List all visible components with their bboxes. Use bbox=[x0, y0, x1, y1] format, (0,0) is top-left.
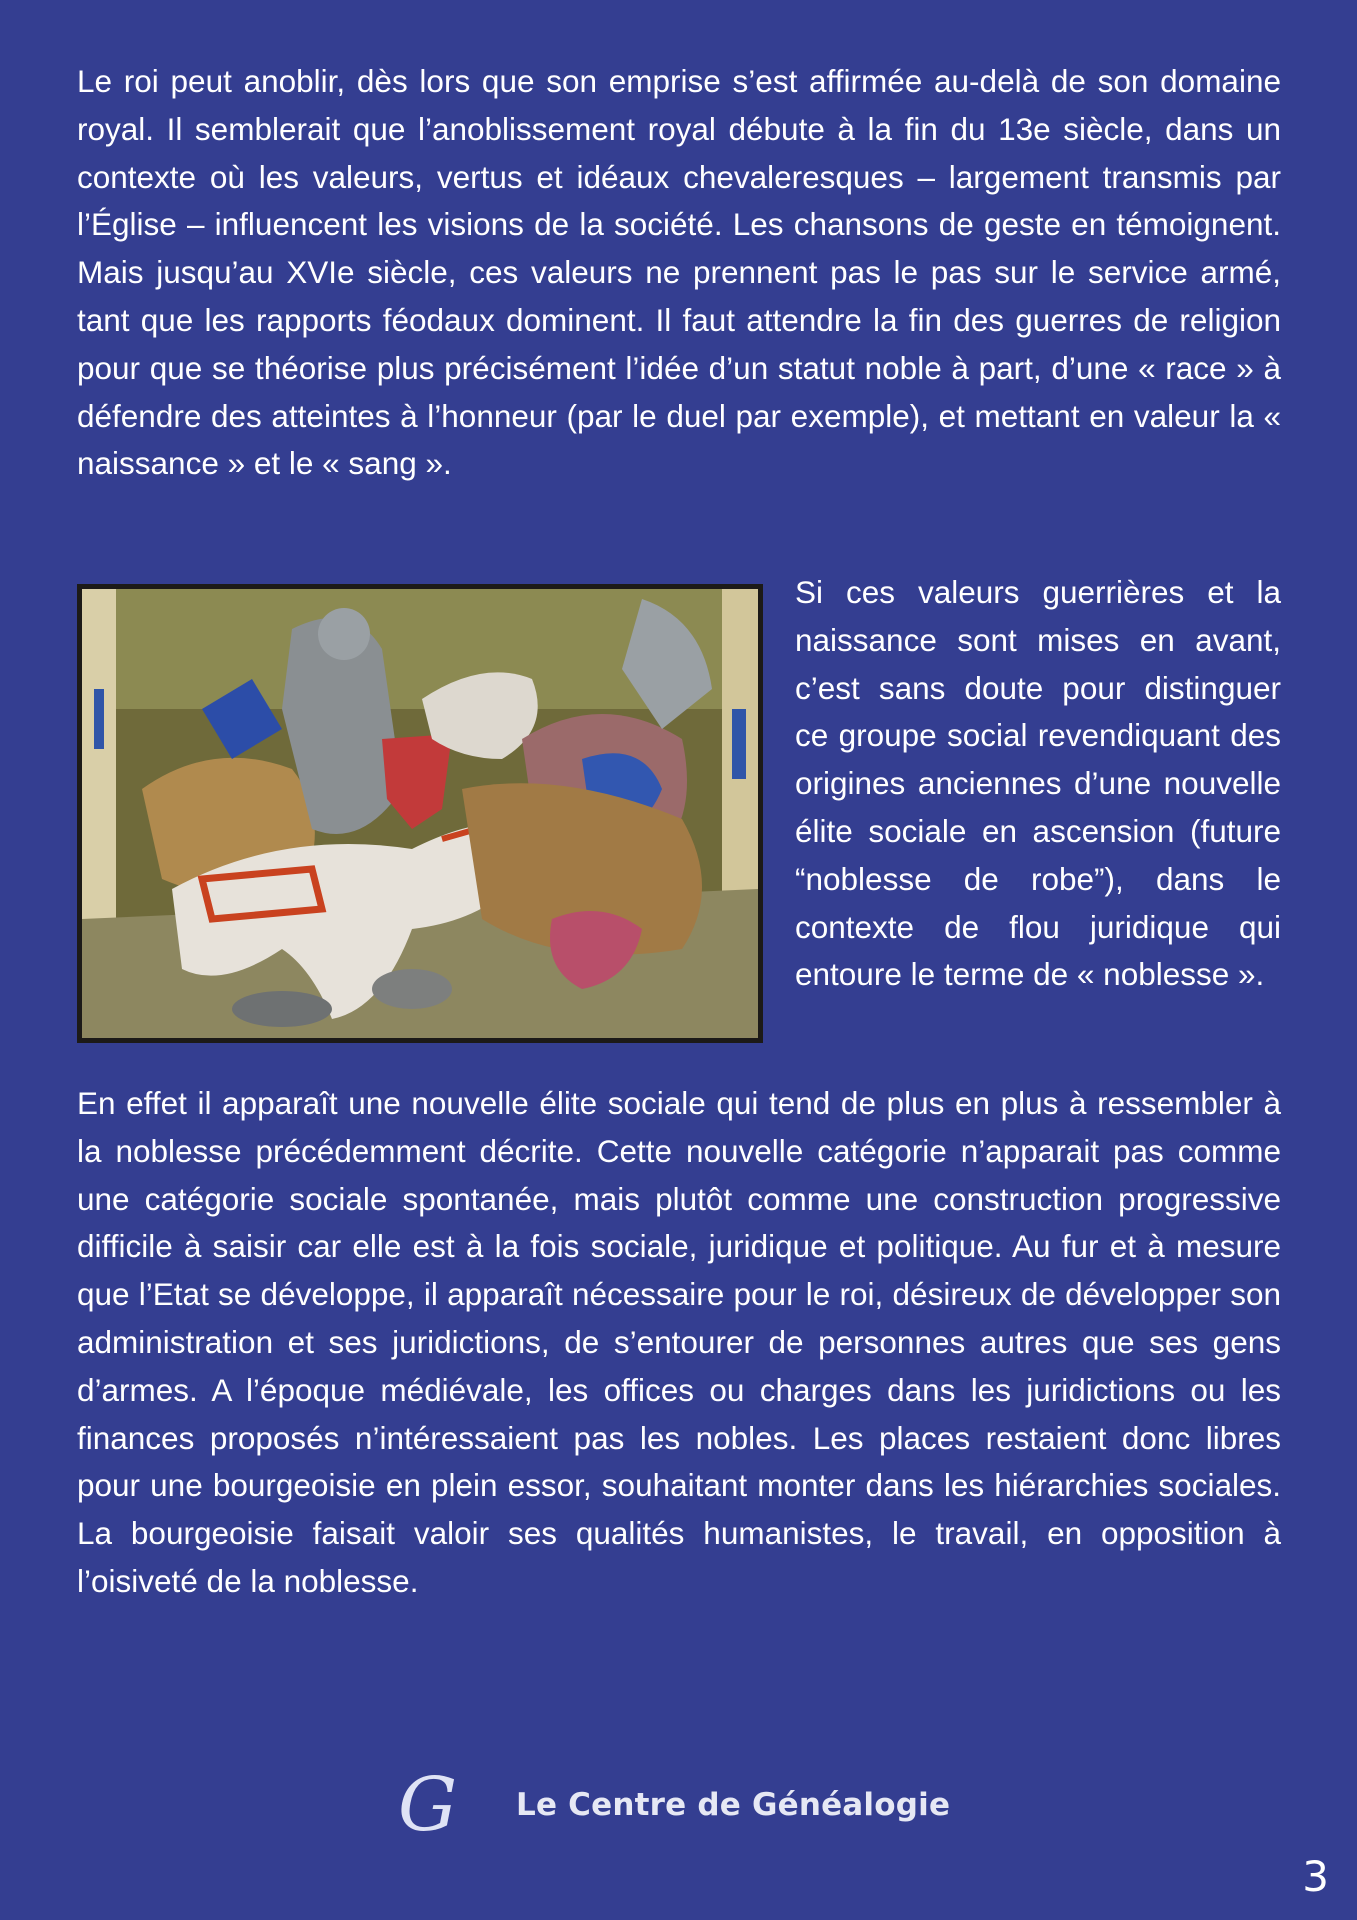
organization-name: Le Centre de Généalogie bbox=[516, 1787, 951, 1823]
medieval-battle-illustration bbox=[77, 584, 763, 1043]
genealogy-g-logo-icon: G bbox=[398, 1762, 458, 1848]
battle-scene-image bbox=[82, 589, 758, 1038]
conclusion-paragraph: En effet il apparaît une nouvelle élite sociale qui tend de plus en plus à ressembler à la noblesse précédemment décrite. Cette nouvelle catégorie n’apparait pas comme une catégorie sociale spontanée, mais plutôt comme une construction progressive difficile à saisir car elle est à la fois sociale, juridique et politique. Au fur et à mesure que l’Etat se développe, il apparaît nécessaire pour le roi, désireux de développer son administration et ses juridictions, de s’entourer de personnes autres que ses gens d’armes. A l’époque médiévale, les offices ou charges dans les juridictions ou les finances proposés n’intéressaient pas les nobles. Les places restaient donc libres pour une bourgeoisie en plein essor, souhaitant monter dans les hiérarchies sociales. La bourgeoisie faisait valoir ses qualités humanistes, le travail, en opposition à l’oisiveté de la noblesse. bbox=[77, 1085, 1281, 1599]
intro-paragraph: Le roi peut anoblir, dès lors que son emprise s’est affirmée au-delà de son domaine royal. Il semblerait que l’anoblissement royal débute à la fin du 13e siècle, dans un contexte où les valeurs, vertus et idéaux chevaleresques – largement transmis par l’Église – influencent les visions de la société. Les chansons de geste en témoignent. Mais jusqu’au XVIe siècle, ces valeurs ne prennent pas le pas sur le service armé, tant que les rapports féodaux dominent. Il faut attendre la fin des guerres de religion pour que se théorise plus précisément l’idée d’un statut noble à part, d’une « race » à défendre des atteintes à l’honneur (par le duel par exemple), et mettant en valeur la « naissance » et le « sang ». bbox=[77, 63, 1281, 482]
page-number: 3 bbox=[1302, 1852, 1329, 1901]
footer-logo bbox=[398, 1762, 958, 1848]
side-paragraph: Si ces valeurs guerrières et la naissance sont mises en avant, c’est sans doute pour distinguer ce groupe social revendiquant des origines anciennes d’une nouvelle élite sociale en ascension (future “noblesse de robe”), dans le contexte de flou juridique qui entoure le terme de « noblesse ». bbox=[795, 574, 1281, 993]
